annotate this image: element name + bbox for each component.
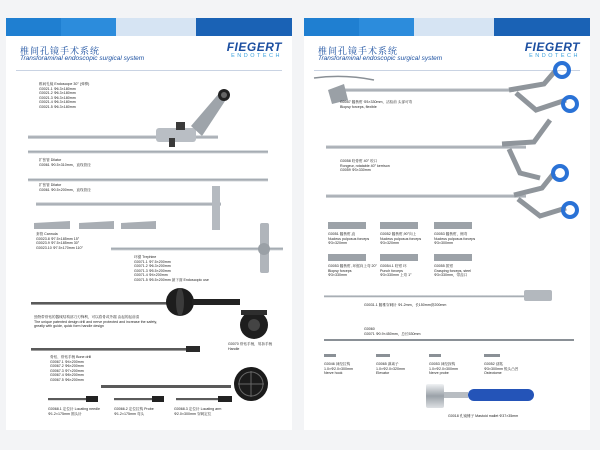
forceps-label	[328, 232, 369, 246]
label-line: G0071.2 Φ6.3×200mm	[134, 264, 171, 269]
biopsy-forceps-label	[340, 100, 412, 109]
label-line: G0070 骨钻手柄，易拆手柄	[228, 342, 273, 346]
logo-subtitle: ENDOTECH	[231, 53, 282, 59]
drill-handle-image	[240, 310, 268, 339]
small-tools-image	[324, 354, 500, 357]
label-line: Biopsy forceps	[328, 268, 352, 273]
label-line: Punch forceps	[380, 268, 403, 273]
label-line: Nerve probe	[429, 371, 449, 376]
label-line: greatly with guide, quick form handle design	[34, 324, 104, 329]
label-line: G0071.5 Φ5.5×200mm 最下面 Endoscopic use	[134, 277, 209, 282]
label-line: G0055 抓钳	[434, 264, 453, 268]
page-title-cn: 椎间孔镜手术系统	[20, 46, 101, 56]
catalog-page-left	[6, 18, 292, 430]
label-line: Φ1.2×175mm 弯头	[114, 411, 145, 416]
label-line: G0071 Φ0.9×450mm，总长530mm	[364, 331, 421, 336]
logo-brand: FIEGERT	[524, 40, 580, 54]
needle-label: G0031.1 腰椎穿刺针 Φ1.2mm，长150mm套200mm	[364, 303, 447, 307]
label-line: G0023.10 Φ7.5×170mm 110°	[36, 245, 83, 250]
label-line: G0060	[364, 327, 375, 331]
dilator-label-2	[39, 183, 91, 192]
tool-label	[484, 362, 518, 376]
forceps-label	[380, 232, 421, 246]
locating-needle-label	[48, 407, 100, 416]
label-line: Rongeur, rotatable 40° kerrison	[340, 163, 390, 168]
forceps-label	[380, 264, 412, 278]
label-line: G0057 髓核钳 Φ3×330mm，活检前 头部可弯	[340, 100, 413, 104]
label-line: Φ2.0×300mm 穿刺定位	[174, 411, 212, 416]
dilator-label	[39, 158, 91, 167]
rongeur-label	[340, 159, 390, 173]
handle-label	[228, 342, 272, 351]
label-line: Φ3×300mm	[434, 241, 453, 246]
cannula-image	[34, 221, 156, 229]
label-line: Nucleus pulposus forceps	[380, 236, 422, 241]
label-line: G0068.3 定位针 Locating arm	[174, 407, 222, 411]
label-line: G0068.1 定位针 Locating needle	[48, 407, 100, 411]
label-line: Nucleus pulposus forceps	[434, 236, 476, 241]
tool-label	[376, 362, 405, 376]
probe-label	[114, 407, 154, 416]
label-line: Φ1.2×175mm 圆头针	[48, 411, 82, 416]
label-line: G0054.1 咬钳 环	[380, 264, 407, 268]
label-line: G0053 髓核钳, 环锯向上弯 20°	[328, 264, 377, 268]
bone-drill-label	[50, 355, 91, 383]
label-line: Φ3×330mm	[328, 273, 347, 278]
label-line: 扩张管 Dilator	[39, 158, 62, 162]
label-line: Grasping forceps, steel	[434, 268, 471, 273]
label-line: G0053 神经探钩	[429, 362, 456, 366]
label-line: G0046 神经拉钩	[324, 362, 351, 366]
page-title-cn: 椎间孔镜手术系统	[318, 46, 399, 56]
label-line: G0065 剥离子	[376, 362, 399, 366]
label-line: G0021.4 Φ6.3×180mm	[39, 100, 76, 105]
locating-tools-image	[48, 396, 232, 402]
locating-arm-label	[174, 407, 221, 416]
cannula-label	[36, 232, 83, 250]
logo-brand: FIEGERT	[226, 40, 282, 54]
label-line: G0023.9 Φ7.5×185mm 30°	[36, 241, 80, 246]
label-line: Φ3×330mm 上弯 1°	[380, 273, 412, 278]
tool-label	[324, 362, 353, 376]
label-line: The unique patented design drill and nerve protected and increase the safety,	[34, 319, 158, 324]
logo-subtitle: ENDOTECH	[529, 53, 580, 59]
label-line: Osteotome	[484, 371, 502, 376]
label-line: G0052 刮匙	[484, 362, 503, 366]
page-title-en: Transforaminal endoscopic surgical system	[318, 55, 443, 62]
label-line: G0067.5 Φ6×200mm	[50, 377, 84, 382]
label-line: Φ3×320mm	[328, 241, 347, 246]
forceps-label	[434, 232, 475, 246]
bone-drill-shaft-image	[31, 346, 200, 352]
label-line: Handle	[228, 346, 240, 351]
label-line: 套管 Cannula	[36, 232, 58, 236]
drill-cage-image	[101, 367, 268, 401]
label-line: G0066.2 定位拉钩 Probe	[114, 407, 154, 411]
label-line: Φ3×300mm 锐头凸凹	[484, 366, 519, 371]
label-line: G0021.2 Φ6.3×180mm	[39, 91, 76, 96]
label-line: Φ3×320mm	[380, 241, 399, 246]
forceps-label	[328, 264, 377, 278]
label-line: G0067.2 Φ6×200mm	[50, 364, 84, 369]
trephine-label	[134, 255, 209, 283]
mallet-label: G0018 孔镜锤子 Mastoid mallet Φ37×35mm	[448, 414, 519, 418]
label-line: G0021.1 Φ6.3×180mm	[39, 86, 76, 91]
label-line: 扩张管 Dilator	[39, 183, 62, 187]
label-line: G0071.1 Φ7.5×200mm	[134, 259, 171, 264]
drill-description	[34, 315, 157, 329]
label-line: G0071.4 Φ4×200mm	[134, 273, 168, 278]
label-line: 椎间孔镜 Endoscope 30° (弹棒)	[39, 82, 90, 86]
guide-wire-label	[364, 327, 421, 336]
label-line: Nerve hook	[324, 371, 343, 376]
label-line: 1.0×Φ2.0×300mm	[429, 366, 459, 371]
forceps-label	[434, 264, 471, 278]
label-line: Biopsy forceps, flexible	[340, 104, 377, 109]
label-line: G0067.4 Φ8×200mm	[50, 373, 84, 378]
page-title-en: Transforaminal endoscopic surgical system	[20, 55, 145, 62]
label-line: G0061 Φ0.5×200mm，直线管径	[39, 187, 91, 192]
bone-drill-image	[31, 288, 240, 316]
label-line: Φ3×330mm，带齿口	[434, 273, 468, 278]
puncture-needle-image	[324, 290, 552, 301]
label-line: 骨钻、骨钻手柄 Bone drill	[50, 355, 92, 359]
catalog-page-right	[304, 18, 590, 430]
label-line: G0021.3 Φ6.3×180mm	[39, 95, 76, 100]
label-line: G0061 Φ0.5×310mm，直线管径	[39, 162, 91, 167]
label-line: G0067.3 Φ7×200mm	[50, 368, 84, 373]
label-line: G0021.5 Φ6.3×180mm	[39, 104, 76, 109]
label-line: G0051 髓核钳,直	[328, 232, 356, 236]
label-line: 1.0×Φ2.0×300mm	[324, 366, 354, 371]
label-line: G0052 髓核钳,90°向上	[380, 232, 417, 236]
label-line: G0067.1 Φ4×200mm	[50, 359, 84, 364]
label-line: Elevator	[376, 371, 390, 376]
label-line: 环锯 Trephine	[134, 255, 157, 259]
instrument-illustrations	[6, 18, 292, 430]
label-line: G0058 咬骨钳 40° 咬口	[340, 159, 378, 163]
label-line: G0059 Φ3×330mm	[340, 168, 371, 173]
label-line: 独特带骨钻的器械结构部刀刃锋利，可以将骨或外端 由起的起前清	[34, 315, 140, 319]
mallet-image	[426, 384, 534, 408]
label-line: G0071.3 Φ5.5×200mm	[134, 268, 171, 273]
endoscope-label	[39, 82, 89, 110]
label-line: G0023.8 Φ7.5×185mm 15°	[36, 236, 80, 241]
label-line: 1.0×Φ2.0×320mm	[376, 366, 406, 371]
guide-wire-image	[324, 339, 574, 341]
tool-label	[429, 362, 458, 376]
label-line: G0053 髓核钳，侧弯	[434, 232, 468, 236]
label-line: Nucleus pulposus forceps	[328, 236, 370, 241]
